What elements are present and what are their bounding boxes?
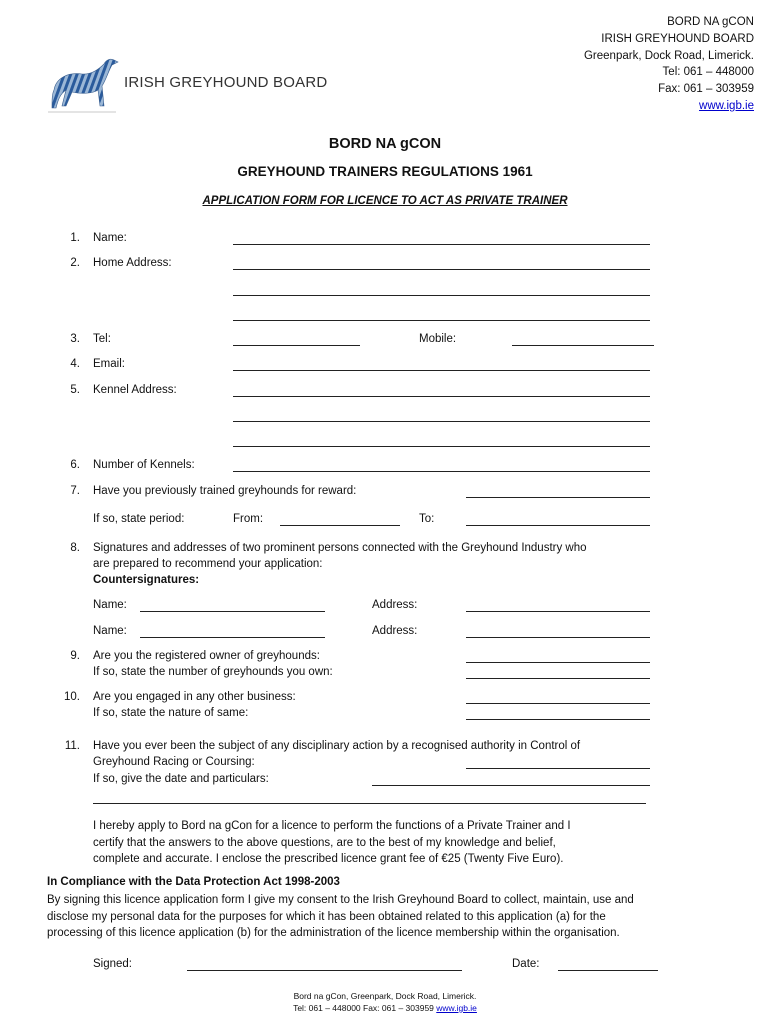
q9-number: 9. (70, 650, 80, 662)
q2-number: 2. (70, 257, 80, 269)
q10-line1: Are you engaged in any other business: (93, 691, 296, 703)
q3-number: 3. (70, 333, 80, 345)
countersig-1-address-label: Address: (372, 599, 418, 611)
disciplinary-details-field-1[interactable] (372, 785, 650, 786)
footer-web-link[interactable]: www.igb.ie (436, 1003, 477, 1013)
igb-logo (46, 50, 328, 120)
q4-number: 4. (70, 358, 80, 370)
home-address-field-2[interactable] (233, 295, 650, 296)
q5-number: 5. (70, 384, 80, 396)
countersig-2-address-field[interactable] (466, 637, 650, 638)
data-protection-line2: disclose my personal data for the purposes for which it has been obtained related to this application (a) for the (47, 910, 606, 923)
home-address-field-3[interactable] (233, 320, 650, 321)
q1-number: 1. (70, 232, 80, 244)
countersignatures-heading: Countersignatures: (93, 574, 200, 586)
declaration-line2: certify that the answers to the above questions, are to the best of my knowledge and belief, (93, 836, 556, 849)
disciplinary-action-field[interactable] (466, 768, 650, 769)
kennel-address-field-3[interactable] (233, 446, 650, 447)
q7-number: 7. (70, 485, 80, 497)
data-protection-heading: In Compliance with the Data Protection Act 1998-2003 (47, 876, 340, 888)
q8-line1: Signatures and addresses of two prominent persons connected with the Greyhound Industry who (93, 542, 587, 554)
q9-line1: Are you the registered owner of greyhounds: (93, 650, 320, 662)
q2-label: Home Address: (93, 257, 172, 269)
header-address: Greenpark, Dock Road, Limerick. (583, 49, 754, 62)
countersig-1-address-field[interactable] (466, 611, 650, 612)
greyhound-icon (46, 50, 126, 120)
header-fax: Fax: 061 – 303959 (658, 83, 754, 96)
number-owned-field[interactable] (466, 678, 650, 679)
period-label: If so, state period: (93, 513, 185, 525)
q11-number: 11. (64, 740, 80, 752)
q8-number: 8. (70, 542, 80, 554)
trained-for-reward-field[interactable] (466, 497, 650, 498)
registered-owner-field[interactable] (466, 662, 650, 663)
date-label: Date: (512, 958, 540, 970)
disciplinary-details-field-2[interactable] (93, 803, 646, 804)
date-field[interactable] (558, 970, 658, 971)
period-to-field[interactable] (466, 525, 650, 526)
period-from-field[interactable] (280, 525, 400, 526)
q4-label: Email: (93, 358, 125, 370)
footer (0, 990, 770, 1014)
countersig-2-name-field[interactable] (140, 637, 325, 638)
logo-text: IRISH GREYHOUND BOARD (124, 74, 328, 91)
header-contact (584, 14, 754, 115)
data-protection-line1: By signing this licence application form I give my consent to the Irish Greyhound Board to collect, maintain, use and (47, 894, 634, 906)
header-tel: Tel: 061 – 448000 (662, 66, 754, 79)
declaration-line3: complete and accurate. I enclose the prescribed licence grant fee of €25 (Twenty Five Euro). (93, 853, 564, 865)
countersig-2-name-label: Name: (93, 625, 127, 637)
header-web-link[interactable]: www.igb.ie (699, 99, 754, 112)
q11-line1: Have you ever been the subject of any disciplinary action by a recognised authority in Control of (93, 740, 581, 752)
header-org-irish: BORD NA gCON (667, 16, 754, 28)
title-regulations: GREYHOUND TRAINERS REGULATIONS 1961 (237, 164, 533, 179)
footer-address: Bord na gCon, Greenpark, Dock Road, Limerick. (293, 991, 477, 1001)
q10-line2: If so, state the nature of same: (93, 707, 249, 719)
kennel-address-field-2[interactable] (233, 421, 650, 422)
q3-label: Tel: (93, 333, 111, 345)
countersig-1-name-label: Name: (93, 599, 127, 611)
data-protection-line3: processing of this licence application (b) for the administration of the licence membership within the organisation. (47, 927, 620, 939)
mobile-label: Mobile: (419, 333, 457, 345)
data-protection-text (47, 892, 727, 942)
q7-label: Have you previously trained greyhounds for reward: (93, 485, 357, 497)
q1-label: Name: (93, 232, 127, 244)
name-field[interactable] (233, 244, 650, 245)
tel-field[interactable] (233, 345, 360, 346)
declaration-line1: I hereby apply to Bord na gCon for a licence to perform the functions of a Private Trainer and I (93, 820, 571, 832)
q10-number: 10. (64, 691, 80, 703)
home-address-field-1[interactable] (233, 269, 650, 270)
q5-label: Kennel Address: (93, 384, 177, 396)
countersig-2-address-label: Address: (372, 625, 418, 637)
title-main: BORD NA gCON (328, 136, 442, 152)
signature-field[interactable] (187, 970, 462, 971)
q6-number: 6. (70, 459, 80, 471)
q9-line2: If so, state the number of greyhounds you own: (93, 666, 333, 678)
declaration (93, 818, 653, 868)
mobile-field[interactable] (512, 345, 654, 346)
header-org-english: IRISH GREYHOUND BOARD (601, 32, 754, 45)
email-field[interactable] (233, 370, 650, 371)
footer-contact: Tel: 061 – 448000 Fax: 061 – 303959 (293, 1003, 434, 1013)
to-label: To: (419, 513, 435, 525)
q6-label: Number of Kennels: (93, 459, 195, 471)
countersig-1-name-field[interactable] (140, 611, 325, 612)
q11-line3: If so, give the date and particulars: (93, 773, 269, 785)
signed-label: Signed: (93, 958, 133, 970)
title-form: APPLICATION FORM FOR LICENCE TO ACT AS PRIVATE TRAINER (202, 195, 568, 207)
business-nature-field[interactable] (466, 719, 650, 720)
number-of-kennels-field[interactable] (233, 471, 650, 472)
other-business-field[interactable] (466, 703, 650, 704)
from-label: From: (233, 513, 264, 525)
q11-line2: Greyhound Racing or Coursing: (93, 756, 255, 768)
q8-line2: are prepared to recommend your application: (93, 558, 323, 570)
kennel-address-field-1[interactable] (233, 396, 650, 397)
